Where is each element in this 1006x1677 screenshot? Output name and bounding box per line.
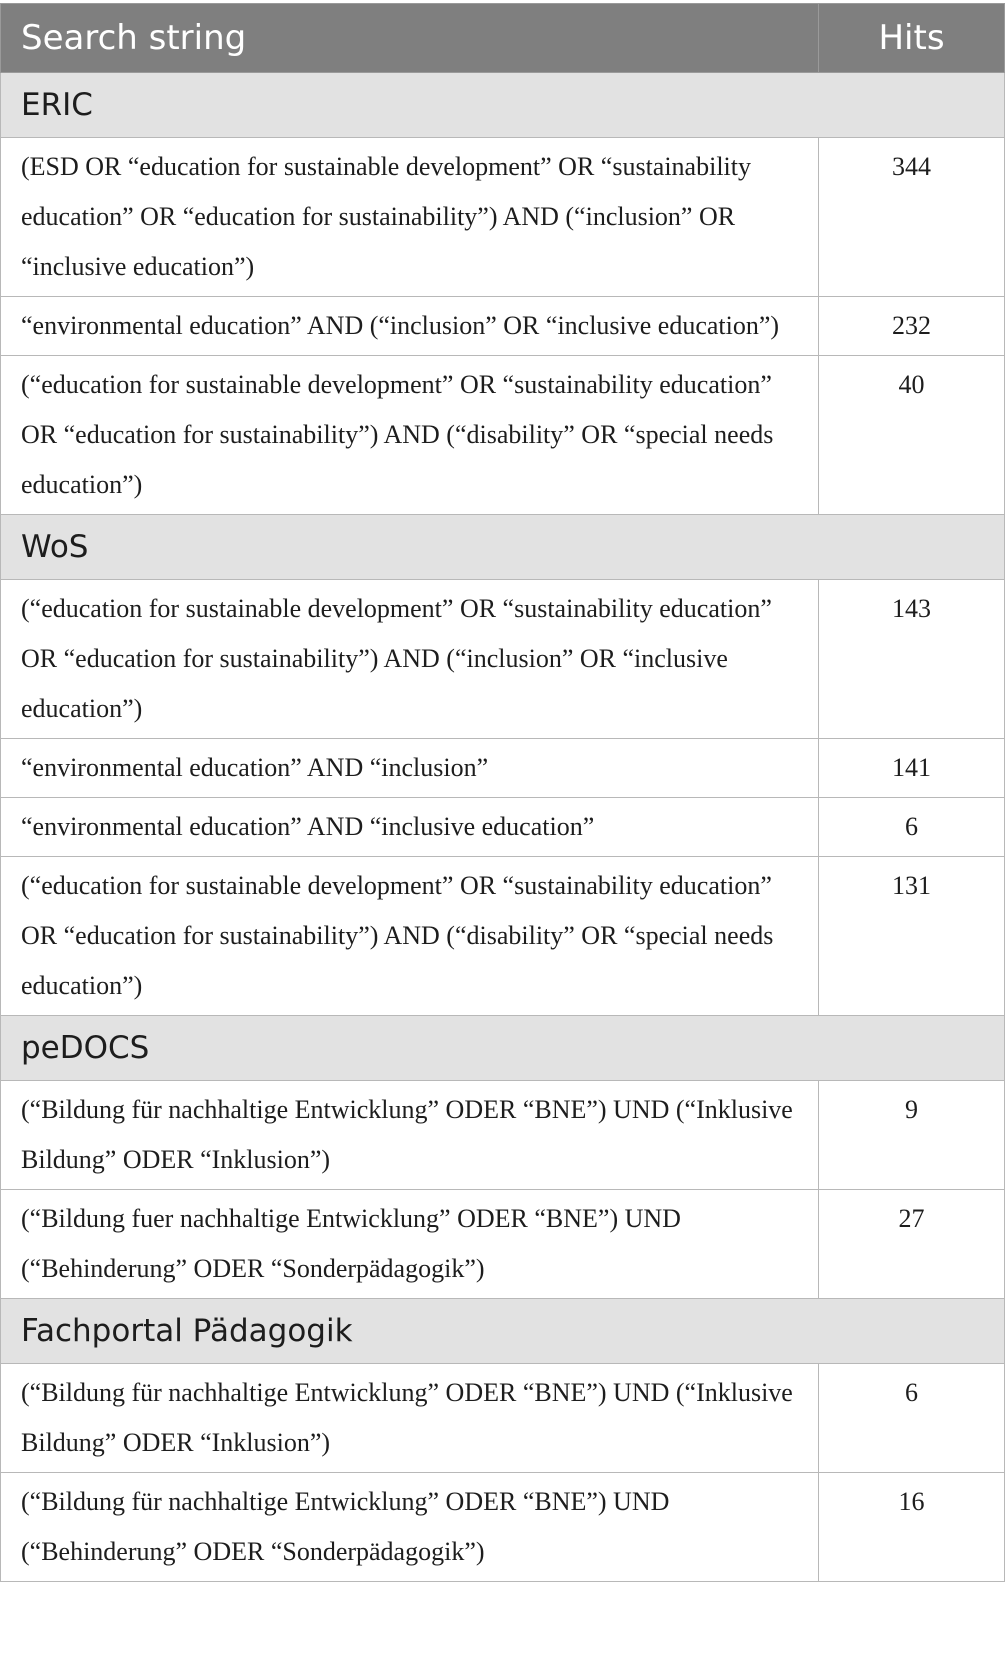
section-row-eric (1, 73, 1005, 138)
hits-cell: 141 (819, 739, 1005, 798)
table-row (1, 1081, 1005, 1190)
header-search-string: Search string (1, 4, 819, 73)
search-string-cell: (“education for sustainable development” OR “sustainability education” OR “education for sustainability”) AND (“inclusion” OR “inclusive education”) (1, 580, 819, 739)
table-row (1, 798, 1005, 857)
header-row (1, 4, 1005, 73)
hits-cell: 40 (819, 356, 1005, 515)
table-row (1, 297, 1005, 356)
hits-cell: 232 (819, 297, 1005, 356)
search-string-cell: “environmental education” AND “inclusion” (1, 739, 819, 798)
search-string-cell: (“Bildung für nachhaltige Entwicklung” ODER “BNE”) UND (“Behinderung” ODER “Sonderpädagogik”) (1, 1473, 819, 1582)
hits-cell: 16 (819, 1473, 1005, 1582)
search-string-cell: (ESD OR “education for sustainable development” OR “sustainability education” OR “education for sustainability”) AND (“inclusion” OR “inclusive education”) (1, 138, 819, 297)
table-row (1, 138, 1005, 297)
search-string-cell: (“Bildung für nachhaltige Entwicklung” ODER “BNE”) UND (“Inklusive Bildung” ODER “Inklusion”) (1, 1364, 819, 1473)
hits-cell: 6 (819, 798, 1005, 857)
section-row-pedocs (1, 1016, 1005, 1081)
section-title: WoS (1, 515, 1005, 580)
search-string-cell: “environmental education” AND (“inclusion” OR “inclusive education”) (1, 297, 819, 356)
search-string-cell: (“Bildung für nachhaltige Entwicklung” ODER “BNE”) UND (“Inklusive Bildung” ODER “Inklusion”) (1, 1081, 819, 1190)
hits-cell: 131 (819, 857, 1005, 1016)
section-title: ERIC (1, 73, 1005, 138)
search-results-table (0, 3, 1005, 1582)
hits-cell: 9 (819, 1081, 1005, 1190)
search-string-cell: (“education for sustainable development” OR “sustainability education” OR “education for sustainability”) AND (“disability” OR “special needs education”) (1, 857, 819, 1016)
table-row (1, 1364, 1005, 1473)
table-row (1, 739, 1005, 798)
search-string-cell: “environmental education” AND “inclusive education” (1, 798, 819, 857)
section-row-fachportal (1, 1299, 1005, 1364)
table-row (1, 1190, 1005, 1299)
table-row (1, 580, 1005, 739)
section-row-wos (1, 515, 1005, 580)
section-title: peDOCS (1, 1016, 1005, 1081)
hits-cell: 344 (819, 138, 1005, 297)
table-row (1, 1473, 1005, 1582)
table-row (1, 356, 1005, 515)
hits-cell: 143 (819, 580, 1005, 739)
table-row (1, 857, 1005, 1016)
hits-cell: 6 (819, 1364, 1005, 1473)
search-string-cell: (“Bildung fuer nachhaltige Entwicklung” ODER “BNE”) UND (“Behinderung” ODER “Sonderpädagogik”) (1, 1190, 819, 1299)
search-string-cell: (“education for sustainable development” OR “sustainability education” OR “education for sustainability”) AND (“disability” OR “special needs education”) (1, 356, 819, 515)
header-hits: Hits (819, 4, 1005, 73)
hits-cell: 27 (819, 1190, 1005, 1299)
section-title: Fachportal Pädagogik (1, 1299, 1005, 1364)
